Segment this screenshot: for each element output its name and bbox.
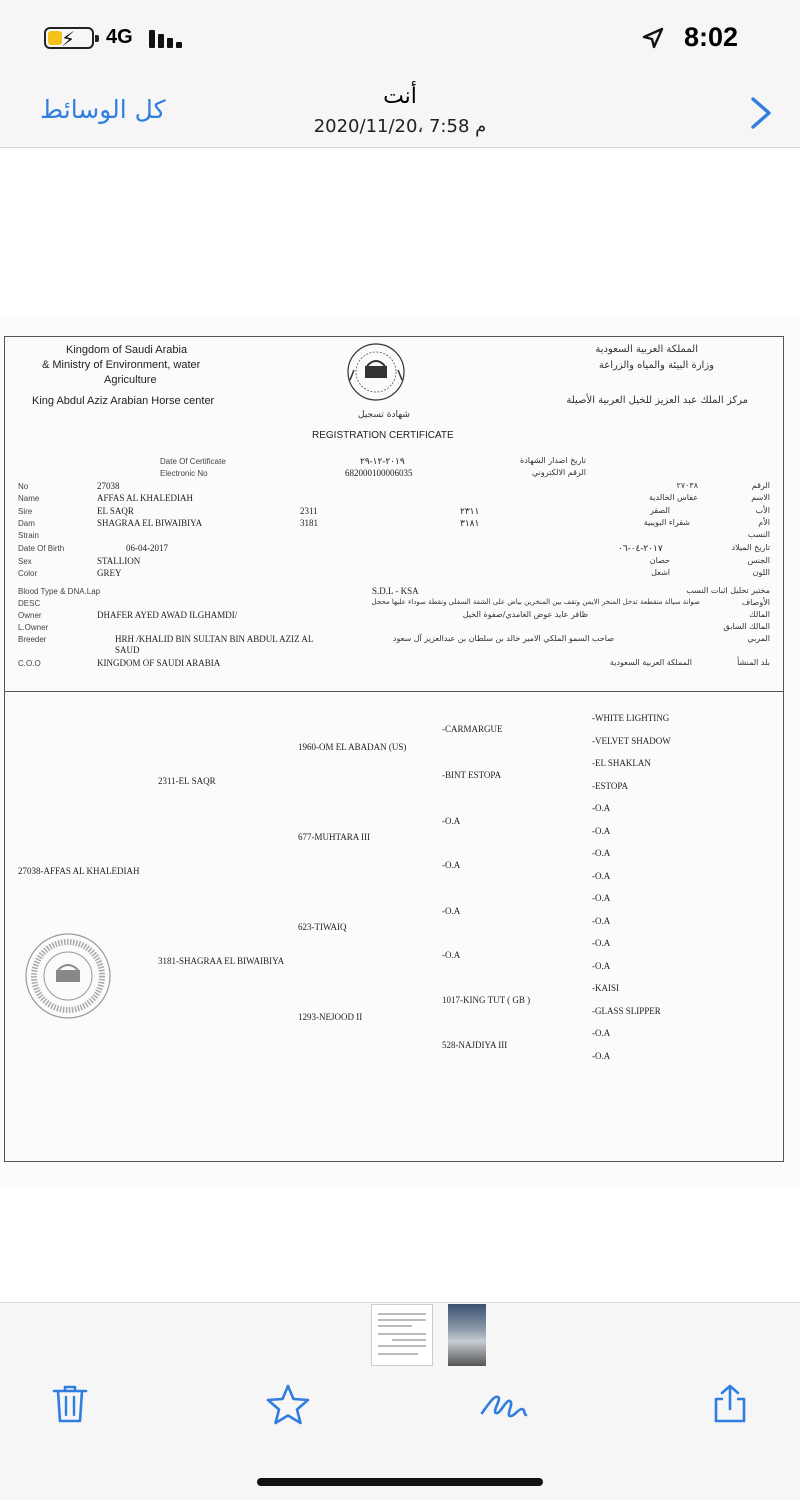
owner-label-ar: المالك — [749, 610, 770, 619]
blood-type-label: Blood Type & DNA.Lap — [18, 587, 101, 596]
lowner-label-ar: المالك السابق — [723, 622, 770, 631]
field-value: AFFAS AL KHALEDIAH — [97, 493, 194, 503]
pedigree-g3: -O.A — [442, 906, 461, 916]
field-label: Strain — [18, 531, 39, 540]
certificate-divider — [4, 691, 784, 692]
pedigree-dam-sire: 623-TIWAIQ — [298, 922, 347, 932]
thumbnail-photo[interactable] — [448, 1304, 486, 1366]
header-ar-line: المملكة العربية السعودية — [595, 344, 698, 355]
field-value: SHAGRAA EL BIWAIBIYA — [97, 518, 203, 528]
markup-icon[interactable] — [478, 1383, 530, 1425]
pedigree-g4: -O.A — [592, 826, 611, 836]
field-value-ar: ٢٠١٧-٠٤-٠٦ — [618, 543, 663, 553]
field-value-ar: حصان — [649, 556, 670, 565]
sender-title: أنت — [383, 84, 417, 109]
pedigree-g4: -O.A — [592, 803, 611, 813]
electronic-label: Electronic No — [160, 469, 208, 478]
field-label-ar: تاريخ الميلاد — [731, 543, 770, 552]
pedigree-g4: -O.A — [592, 1028, 611, 1038]
breeder-value: SAUD — [115, 645, 140, 655]
bolt-icon: ⚡ — [61, 29, 76, 51]
chevron-right-icon[interactable] — [748, 96, 774, 130]
coo-label: C.O.O — [18, 659, 41, 668]
battery-icon — [44, 27, 94, 49]
horse-center-logo-icon — [340, 340, 412, 406]
field-label: Dam — [18, 519, 35, 528]
header-ar-line: مركز الملك عبد العزيز للخيل العربية الأصيلة — [566, 395, 748, 406]
field-label: Sex — [18, 557, 32, 566]
pedigree-dam: 3181-SHAGRAA EL BIWAIBIYA — [158, 956, 285, 966]
pedigree-g4: -O.A — [592, 893, 611, 903]
message-timestamp: 2020/11/20، 7:58 م — [313, 116, 487, 137]
pedigree-g4: -O.A — [592, 871, 611, 881]
field-number: 3181 — [300, 518, 318, 528]
pedigree-g4: -ESTOPA — [592, 781, 629, 791]
pedigree-g4: -O.A — [592, 961, 611, 971]
field-value-ar: شقراء البويبية — [643, 518, 690, 527]
star-icon[interactable] — [262, 1383, 314, 1425]
date-label-ar: تاريخ اصدار الشهادة — [520, 456, 586, 465]
field-number: 2311 — [300, 506, 318, 516]
trash-icon[interactable] — [50, 1383, 90, 1425]
signal-bars-icon — [149, 28, 189, 48]
document-title-ar: شهادة تسجيل — [358, 410, 410, 420]
pedigree-dam-dam: 1293-NEJOOD II — [298, 1012, 363, 1022]
thumbnail-certificate[interactable] — [371, 1304, 433, 1366]
share-icon[interactable] — [710, 1383, 750, 1425]
breeder-label: Breeder — [18, 635, 47, 644]
field-label-ar: الاسم — [751, 493, 770, 502]
status-bar — [0, 0, 800, 76]
pedigree-g3: -O.A — [442, 950, 461, 960]
official-stamp-icon — [22, 930, 114, 1022]
network-type: 4G — [106, 26, 133, 48]
pedigree-g4: -KAISI — [592, 983, 619, 993]
field-label-ar: الأم — [758, 518, 770, 527]
pedigree-g4: -O.A — [592, 938, 611, 948]
pedigree-g3: 528-NAJDIYA III — [442, 1040, 508, 1050]
home-indicator[interactable] — [257, 1478, 543, 1486]
field-label-ar: اللون — [752, 568, 770, 577]
field-label: No — [18, 482, 29, 491]
field-label-ar: الجنس — [747, 556, 770, 565]
breeder-value-ar: صاحب السمو الملكي الامير خالد بن سلطان بن عبدالعزيز آل سعود — [392, 634, 614, 643]
electronic-value: 682000100006035 — [345, 468, 413, 478]
all-media-button[interactable]: كل الوسائط — [40, 95, 166, 124]
field-value-ar: اشعل — [651, 568, 670, 577]
date-label: Date Of Certificate — [160, 457, 226, 466]
pedigree-g3: 1017-KING TUT ( GB ) — [442, 995, 531, 1005]
document-title: REGISTRATION CERTIFICATE — [312, 430, 454, 441]
field-value: 06-04-2017 — [126, 543, 168, 553]
electronic-label-ar: الرقم الالكتروني — [532, 468, 586, 477]
header-en-line: Kingdom of Saudi Arabia — [66, 344, 188, 356]
pedigree-g3: -BINT ESTOPA — [442, 770, 502, 780]
pedigree-g4: -O.A — [592, 1051, 611, 1061]
header-en-line: Agriculture — [104, 374, 157, 386]
pedigree-g4: -O.A — [592, 916, 611, 926]
owner-value: DHAFER AYED AWAD ILGHAMDI/ — [97, 610, 238, 620]
field-label: Color — [18, 569, 38, 578]
blood-type-label-ar: مختبر تحليل اثبات النسب — [686, 586, 770, 595]
field-value-ar: الصقر — [649, 506, 670, 515]
pedigree-g3: -CARMARGUE — [442, 724, 503, 734]
field-value: GREY — [97, 568, 122, 578]
pedigree-g4: -GLASS SLIPPER — [592, 1006, 661, 1016]
field-value-ar: عفاس الخالدية — [649, 493, 698, 502]
field-label-ar: الرقم — [751, 481, 770, 490]
pedigree-subject: 27038-AFFAS AL KHALEDIAH — [18, 866, 140, 876]
header-ar-line: وزارة البيئة والمياه والزراعة — [598, 360, 714, 371]
field-label-ar: الأب — [755, 506, 770, 515]
field-value: EL SAQR — [97, 506, 134, 516]
pedigree-g4: -O.A — [592, 848, 611, 858]
desc-value-ar: صوانة سيالة منقطعة تدخل المنخر الايمن وتقف بين المنخرين بياض على الشفة السفلى ونقطة سوداء عليها محجل — [371, 598, 700, 606]
field-number-ar: ٣١٨١ — [460, 518, 480, 528]
coo-value: KINGDOM OF SAUDI ARABIA — [97, 658, 221, 668]
field-value: STALLION — [97, 556, 141, 566]
pedigree-sire-dam: 677-MUHTARA III — [298, 832, 371, 842]
pedigree-g4: -WHITE LIGHTING — [592, 713, 670, 723]
pedigree-sire-sire: 1960-OM EL ABADAN (US) — [298, 742, 407, 752]
coo-value-ar: المملكة العربية السعودية — [609, 658, 692, 667]
blood-type-value: S.D.L - KSA — [372, 586, 419, 596]
date-value: ٢٠١٩-١٢-٢٩ — [360, 456, 405, 466]
pedigree-g4: -VELVET SHADOW — [592, 736, 671, 746]
field-value: 27038 — [97, 481, 120, 491]
field-number-ar: ٢٣١١ — [460, 506, 480, 516]
field-label: Name — [18, 494, 40, 503]
lowner-label: L.Owner — [18, 623, 49, 632]
header-en-line: King Abdul Aziz Arabian Horse center — [32, 395, 215, 407]
breeder-label-ar: المربي — [747, 634, 770, 643]
field-value-ar: ٢٧٠٣٨ — [676, 481, 698, 490]
navigation-bar — [0, 76, 800, 148]
desc-label: DESC — [18, 599, 41, 608]
owner-label: Owner — [18, 611, 42, 620]
breeder-value: HRH /KHALID BIN SULTAN BIN ABDUL AZIZ AL — [115, 634, 314, 644]
owner-value-ar: ظافر عايد عوض الغامدي/صفوة الخيل — [462, 610, 588, 619]
desc-label-ar: الأوصاف — [741, 598, 770, 607]
battery-level — [48, 31, 62, 45]
header-en-line: & Ministry of Environment, water — [42, 359, 201, 371]
clock: 8:02 — [683, 22, 738, 52]
certificate-image[interactable] — [0, 318, 800, 1188]
field-label: Sire — [18, 507, 33, 516]
location-arrow-icon — [641, 26, 665, 50]
pedigree-g4: -EL SHAKLAN — [592, 758, 651, 768]
pedigree-sire: 2311-EL SAQR — [158, 776, 216, 786]
field-label-ar: النسب — [747, 530, 770, 539]
coo-label-ar: بلد المنشأ — [737, 658, 770, 667]
pedigree-g3: -O.A — [442, 860, 461, 870]
field-label: Date Of Birth — [18, 544, 65, 553]
pedigree-g3: -O.A — [442, 816, 461, 826]
